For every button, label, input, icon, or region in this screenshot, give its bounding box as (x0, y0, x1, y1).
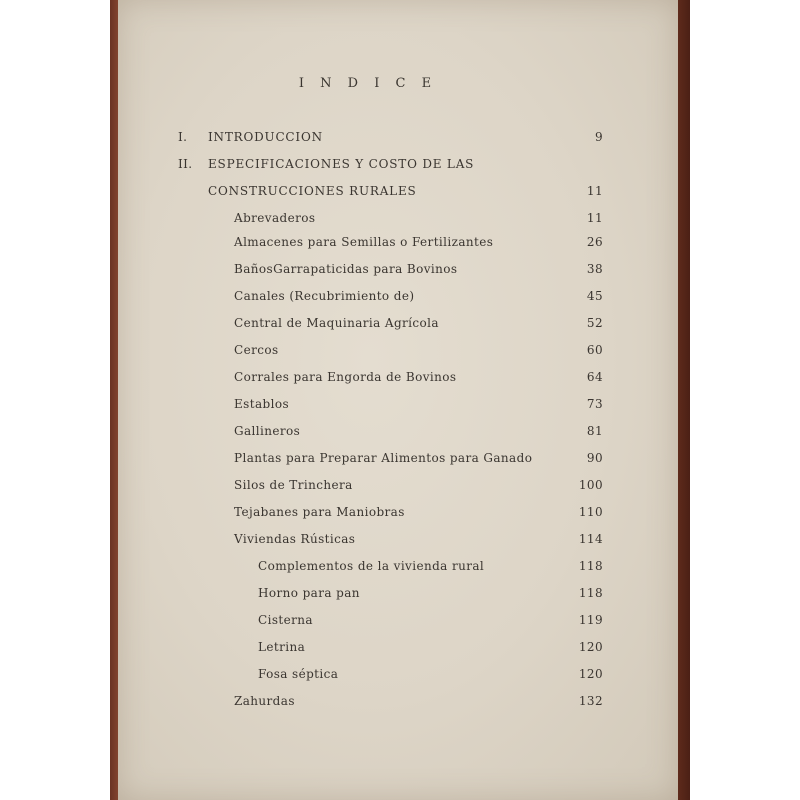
toc-entry-page: 100 (578, 478, 603, 492)
toc-entry-label: Tejabanes para Maniobras (234, 505, 405, 519)
toc-entry (178, 178, 603, 205)
toc-entry-label: CONSTRUCCIONES RURALES (208, 184, 417, 198)
toc-entry-label: Letrina (258, 640, 306, 654)
table-of-contents (178, 124, 603, 715)
toc-entry-label: Central de Maquinaria Agrícola (234, 316, 439, 330)
toc-entry-page: 11 (586, 184, 603, 198)
toc-entry (178, 418, 603, 445)
toc-entry (178, 364, 603, 391)
toc-entry (178, 688, 603, 715)
toc-entry-label: Fosa séptica (258, 667, 339, 681)
toc-entry-page: 52 (586, 316, 603, 330)
toc-entry-label: Gallineros (234, 424, 301, 438)
toc-entry-page: 118 (578, 586, 603, 600)
toc-entry-label: BañosGarrapaticidas para Bovinos (234, 262, 458, 276)
toc-entry (178, 553, 603, 580)
toc-entry-label: INTRODUCCION (208, 130, 323, 144)
toc-entry-label: Complementos de la vivienda rural (258, 559, 485, 573)
toc-entry (178, 391, 603, 418)
toc-entry-label: Canales (Recubrimiento de) (234, 289, 415, 303)
toc-entry-page: 45 (586, 289, 603, 303)
toc-entry-page: 119 (578, 613, 603, 627)
toc-entry-label: Horno para pan (258, 586, 360, 600)
toc-entry (178, 472, 603, 499)
toc-entry (178, 256, 603, 283)
toc-entry-label: ESPECIFICACIONES Y COSTO DE LAS (208, 157, 475, 171)
toc-entry-label: Cisterna (258, 613, 313, 627)
toc-entry-page: 132 (578, 694, 603, 708)
toc-entry (178, 205, 603, 229)
toc-entry-label: Abrevaderos (234, 211, 316, 225)
toc-entry (178, 661, 603, 688)
index-heading: I N D I C E (298, 76, 438, 91)
toc-entry-label: Establos (234, 397, 289, 411)
toc-entry-page: 120 (578, 667, 603, 681)
toc-entry (178, 607, 603, 634)
toc-entry-page: 26 (586, 235, 603, 249)
toc-entry-page: 90 (586, 451, 603, 465)
toc-entry-label: Almacenes para Semillas o Fertilizantes (234, 235, 494, 249)
toc-entry (178, 151, 603, 178)
toc-entry-label: Cercos (234, 343, 279, 357)
toc-entry (178, 283, 603, 310)
toc-entry-label: Corrales para Engorda de Bovinos (234, 370, 457, 384)
toc-entry (178, 445, 603, 472)
toc-entry-page: 9 (594, 130, 603, 144)
toc-entry (178, 337, 603, 364)
toc-entry-page: 73 (586, 397, 603, 411)
toc-entry-label: Plantas para Preparar Alimentos para Ganado (234, 451, 533, 465)
toc-entry (178, 124, 603, 151)
toc-entry-number: II. (178, 157, 193, 171)
toc-entry (178, 310, 603, 337)
toc-entry-label: Viviendas Rústicas (234, 532, 356, 546)
toc-entry (178, 499, 603, 526)
toc-entry-page: 114 (578, 532, 603, 546)
toc-entry-page: 118 (578, 559, 603, 573)
toc-entry-page: 11 (586, 211, 603, 225)
toc-entry (178, 580, 603, 607)
toc-entry-page: 81 (586, 424, 603, 438)
toc-entry (178, 526, 603, 553)
toc-entry-label: Silos de Trinchera (234, 478, 353, 492)
book-page (118, 0, 678, 800)
toc-entry-page: 110 (578, 505, 603, 519)
toc-entry-page: 38 (586, 262, 603, 276)
toc-entry (178, 229, 603, 256)
toc-entry (178, 634, 603, 661)
toc-entry-page: 60 (586, 343, 603, 357)
toc-entry-label: Zahurdas (234, 694, 295, 708)
toc-entry-page: 120 (578, 640, 603, 654)
toc-entry-page: 64 (586, 370, 603, 384)
toc-entry-number: I. (178, 130, 188, 144)
